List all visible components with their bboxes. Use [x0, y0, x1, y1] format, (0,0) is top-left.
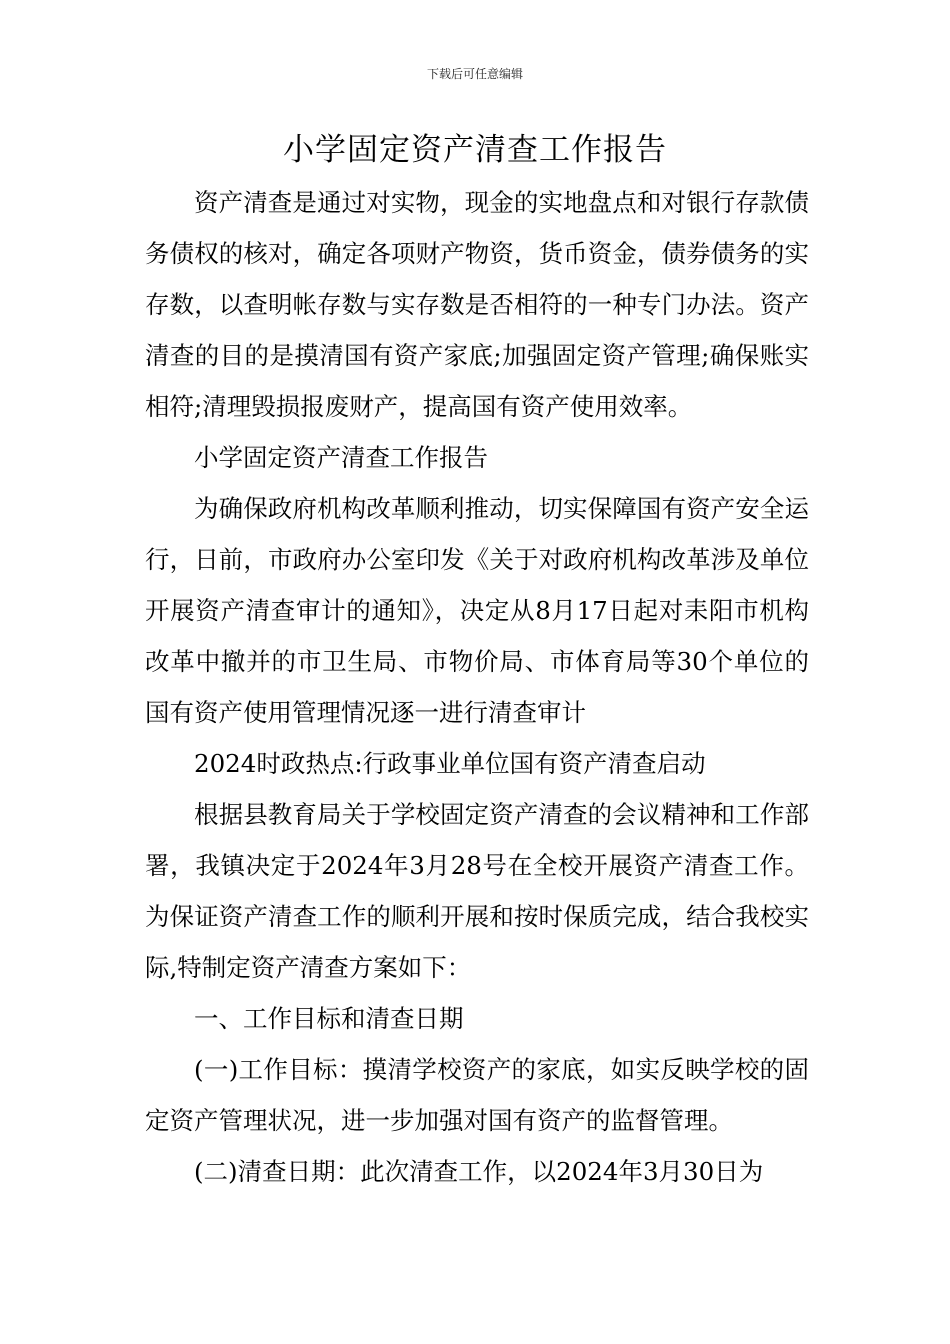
paragraph-date: (二)清查日期：此次清查工作，以2024年3月30日为	[194, 1157, 764, 1186]
paragraph-plan: 根据县教育局关于学校固定资产清查的会议精神和工作部署，我镇决定于2024年3月28号在全校开展资产清查工作。为保证资产清查工作的顺利开展和按时保质完成，结合我校实际,特制定资产清查方案如下：	[145, 800, 809, 982]
header-note: 下载后可任意编辑	[426, 67, 523, 81]
paragraph-notice: 为确保政府机构改革顺利推动，切实保障国有资产安全运行，日前，市政府办公室印发《关于对政府机构改革涉及单位开展资产清查审计的通知》，决定从8月17日起对耒阳市机构改革中撤并的市卫生局、市物价局、市体育局等30个单位的国有资产使用管理情况逐一进行清查审计	[145, 494, 809, 727]
paragraph-intro: 资产清查是通过对实物，现金的实地盘点和对银行存款债务债权的核对，确定各项财产物资，货币资金，债券债务的实存数，以查明帐存数与实存数是否相符的一种专门办法。资产清查的目的是摸清国有资产家底;加强固定资产管理;确保账实相符;清理毁损报废财产，提高国有资产使用效率。	[145, 188, 809, 421]
document-title: 小学固定资产清查工作报告	[283, 132, 667, 168]
paragraph-goal: (一)工作目标：摸清学校资产的家底，如实反映学校的固定资产管理状况，进一步加强对国有资产的监督管理。	[145, 1055, 809, 1135]
paragraph-hotspot: 2024时政热点:行政事业单位国有资产清查启动	[194, 749, 706, 778]
document-body	[145, 177, 809, 1197]
section-heading-goals: 一、工作目标和清查日期	[194, 1004, 464, 1033]
paragraph-subtitle: 小学固定资产清查工作报告	[194, 443, 488, 472]
